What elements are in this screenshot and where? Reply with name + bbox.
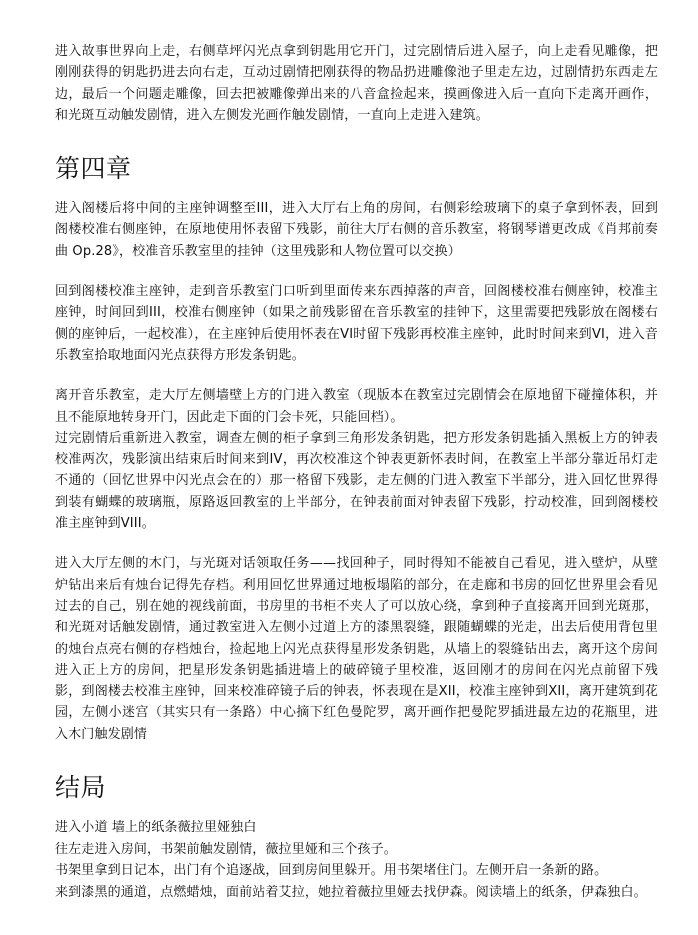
ending-line-3: 书架里拿到日记本，出门有个追逐战，回到房间里躲开。用书架堵住门。左侧开启一条新的路。: [55, 863, 608, 879]
ending-line-4: 来到漆黑的通道，点燃蜡烛，面前站着艾拉，她拉着薇拉里娅去找伊森。阅读墙上的纸条，伊森独白。: [55, 884, 647, 900]
ending-line-1: 进入小道 墙上的纸条薇拉里娅独白: [55, 820, 257, 836]
chapter-4-paragraph-4: 进入大厅左侧的木门，与光斑对话领取任务——找回种子，同时得知不能被自己看见，进入壁炉，从壁炉钻出来后有烛台记得先存档。利用回忆世界通过地板塌陷的部分，在走廊和书房的回忆世界里会看见过去的自己，别在她的视线前面，书房里的书柜不夹人了可以放心绕，拿到种子直接离开回到光斑那，和光斑对话触发剧情，通过教室进入左侧小过道上方的漆黑裂缝，跟随蝴蝶的光走，出去后使用背包里的烛台点亮右侧的存档烛台，捡起地上闪光点获得星形发条钥匙，从墙上的裂缝钻出去，离开这个房间进入正上方的房间，把星形发条钥匙插进墙上的破碎镜子里校准，返回刚才的房间在闪光点前留下残影，到阁楼去校准主座钟，回来校准碎镜子后的钟表，怀表现在是XII，校准主座钟到XII，离开建筑到花园，左侧小迷宫（其实只有一条路）中心摘下红色曼陀罗，离开画作把曼陀罗插进最左边的花瓶里，进入木门触发剧情: [55, 556, 658, 742]
chapter-4-paragraph-3b: 过完剧情后重新进入教室，调查左侧的柜子拿到三角形发条钥匙，把方形发条钥匙插入黑板上方的钟表校准两次，残影演出结束后时间来到IV，再次校准这个钟表更新怀表时间，在教室上半部分靠近吊灯走不通的（回忆世界中闪光点会在的）那一格留下残影，走左侧的门进入教室下半部分，进入回忆世界得到装有蝴蝶的玻璃瓶，原路返回教室的上半部分，在钟表前面对钟表留下残影，拧动校准，回到阁楼校准主座钟到VIII。: [55, 430, 658, 532]
chapter-4-paragraph-2: 回到阁楼校准主座钟，走到音乐教室门口听到里面传来东西掉落的声音，回阁楼校准右侧座钟，校准主座钟，时间回到III，校准右侧座钟（如果之前残影留在音乐教室的挂钟下，这里需要把残影放在阁楼右侧的座钟后，一起校准），在主座钟后使用怀表在VI时留下残影再校准主座钟，此时时间来到VI，进入音乐教室拾取地面闪光点获得方形发条钥匙。: [55, 284, 658, 363]
chapter-4-heading: 第四章: [55, 154, 132, 184]
chapter-4-paragraph-3a: 离开音乐教室，走大厅左侧墙壁上方的门进入教室（现版本在教室过完剧情会在原地留下碰撞体积，并且不能原地转身开门，因此走下面的门会卡死，只能回档）。: [55, 388, 658, 425]
ending-heading: 结局: [55, 773, 107, 803]
chapter-4-paragraph-1: 进入阁楼后将中间的主座钟调整至III，进入大厅右上角的房间，右侧彩绘玻璃下的桌子拿到怀表，回到阁楼校准右侧座钟，在原地使用怀表留下残影，前往大厅右侧的音乐教室，将钢琴谱更改成《肖邦前奏曲 Op.28》，校准音乐教室里的挂钟（这里残影和人物位置可以交换）: [55, 201, 658, 259]
intro-paragraph: 进入故事世界向上走，右侧草坪闪光点拿到钥匙用它开门，过完剧情后进入屋子，向上走看见雕像，把刚刚获得的钥匙扔进去向右走，互动过剧情把刚获得的物品扔进雕像池子里走左边，过剧情扔东西走左边，最后一个问题走雕像，回去把被雕像弹出来的八音盒捡起来，摸画像进入后一直向下走离开画作，和光斑互动触发剧情，进入左侧发光画作触发剧情，一直向上走进入建筑。: [55, 44, 658, 123]
ending-section: [55, 817, 658, 903]
ending-line-2: 往左走进入房间，书架前触发剧情，薇拉里娅和三个孩子。: [55, 841, 397, 857]
